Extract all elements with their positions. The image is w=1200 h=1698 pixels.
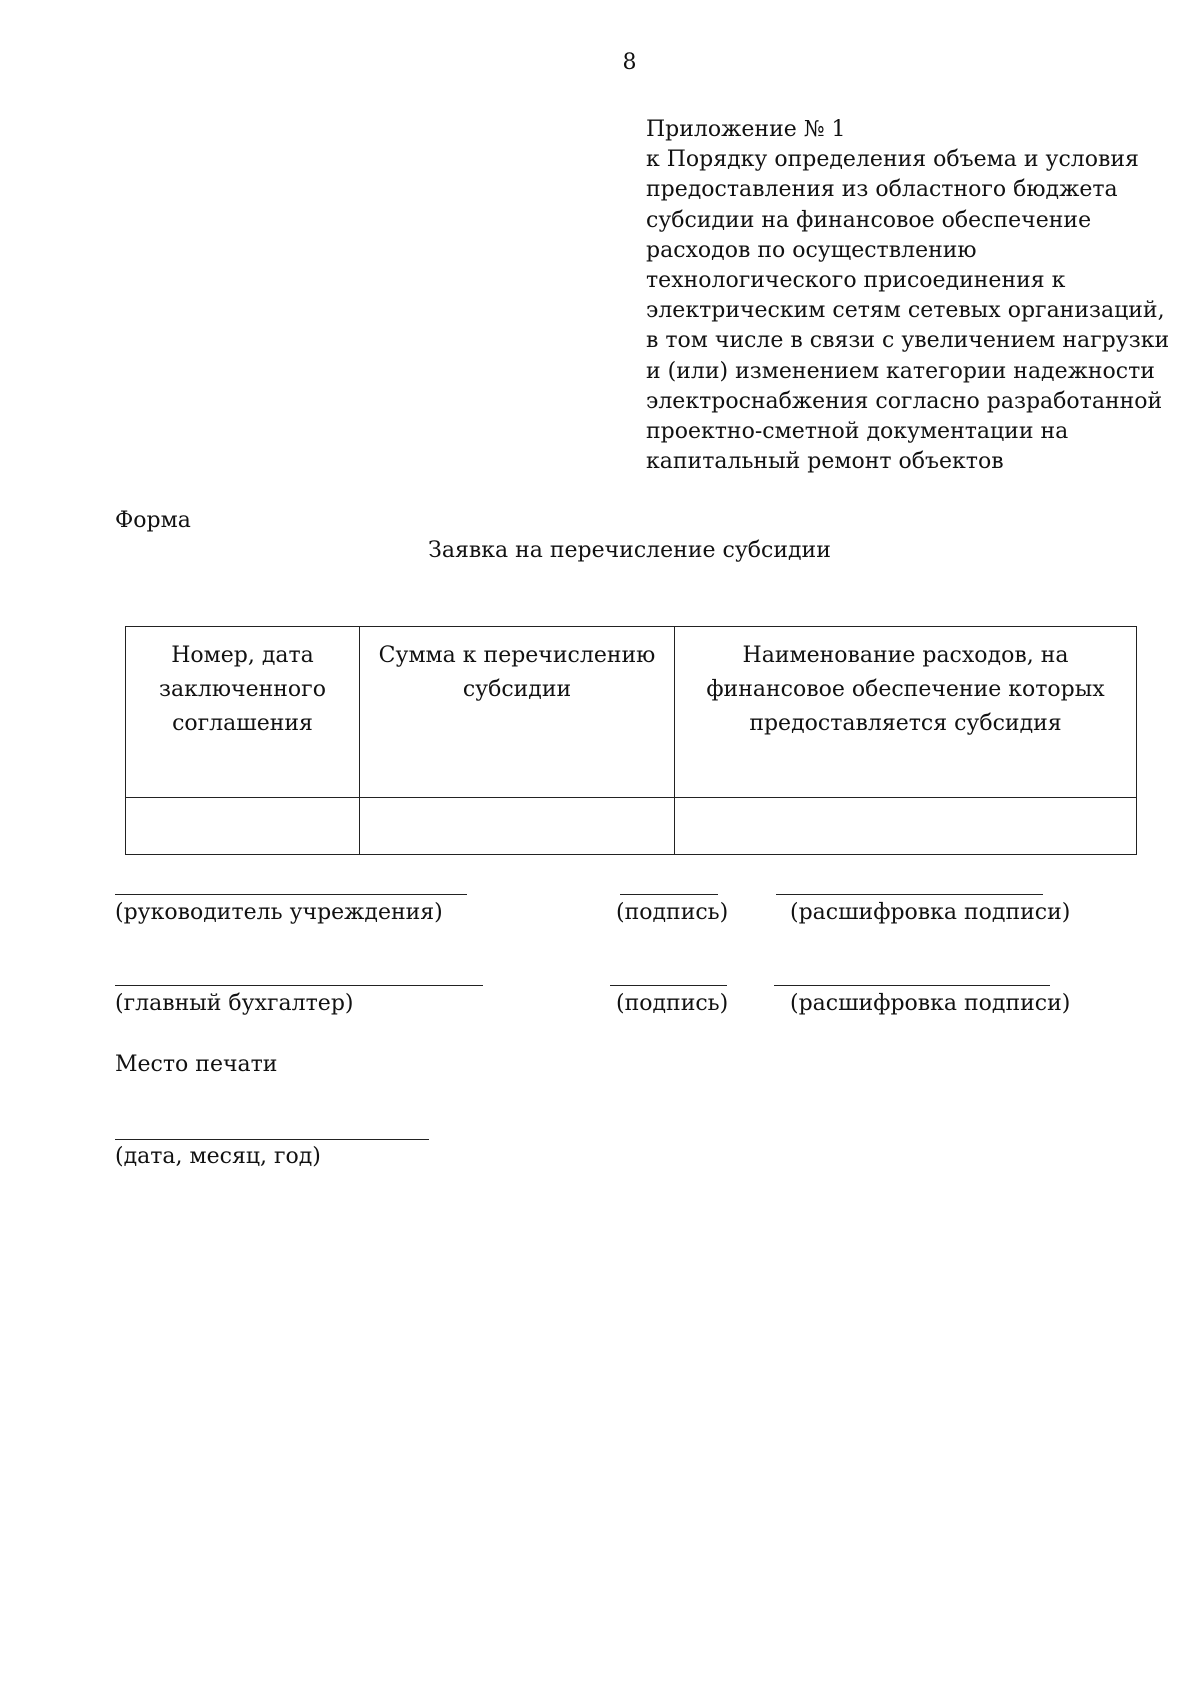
appendix-line: расходов по осуществлению: [646, 237, 977, 263]
head-signature-caption: (подпись): [616, 900, 729, 925]
accountant-position-caption: (главный бухгалтер): [115, 991, 354, 1016]
head-decryption-caption: (расшифровка подписи): [790, 900, 1071, 925]
accountant-signature-line[interactable]: [610, 985, 727, 986]
header-agreement-number-date: Номер, дата заключенного соглашения: [126, 627, 360, 798]
appendix-line: электроснабжения согласно разработанной: [646, 388, 1163, 414]
appendix-line: капитальный ремонт объектов: [646, 449, 1004, 475]
header-transfer-amount: Сумма к перечислению субсидии: [360, 627, 675, 798]
form-title: Заявка на перечисление субсидии: [428, 538, 831, 563]
form-label: Форма: [115, 508, 191, 533]
cell-expense[interactable]: [675, 798, 1137, 855]
header-expense-name: Наименование расходов, на финансовое обеспечение которых предоставляется субсидия: [675, 627, 1137, 798]
appendix-line: и (или) изменением категории надежности: [646, 358, 1155, 384]
head-position-caption: (руководитель учреждения): [115, 900, 443, 925]
appendix-heading: [646, 115, 1170, 477]
appendix-line: субсидии на финансовое обеспечение: [646, 207, 1092, 233]
appendix-line: электрическим сетям сетевых организаций,: [646, 298, 1165, 324]
head-decryption-line[interactable]: [776, 894, 1043, 895]
cell-agreement[interactable]: [126, 798, 360, 855]
subsidy-request-table: [125, 626, 1137, 855]
accountant-decryption-line[interactable]: [774, 985, 1050, 986]
head-position-line[interactable]: [115, 894, 467, 895]
accountant-signature-caption: (подпись): [616, 991, 729, 1016]
appendix-line: технологического присоединения к: [646, 268, 1066, 294]
head-signature-line[interactable]: [620, 894, 718, 895]
page-number: 8: [622, 50, 637, 75]
appendix-line: проектно-сметной документации на: [646, 419, 1069, 445]
accountant-position-line[interactable]: [115, 985, 483, 986]
date-caption: (дата, месяц, год): [115, 1144, 321, 1169]
appendix-line: Приложение № 1: [646, 117, 846, 142]
table-header-row: [126, 627, 1137, 798]
appendix-line: в том числе в связи с увеличением нагрузки: [646, 328, 1170, 354]
seal-place-label: Место печати: [115, 1052, 278, 1077]
date-line[interactable]: [115, 1139, 429, 1140]
table-row: [126, 798, 1137, 855]
cell-amount[interactable]: [360, 798, 675, 855]
appendix-line: предоставления из областного бюджета: [646, 177, 1118, 203]
accountant-decryption-caption: (расшифровка подписи): [790, 991, 1071, 1016]
appendix-line: к Порядку определения объема и условия: [646, 147, 1139, 173]
